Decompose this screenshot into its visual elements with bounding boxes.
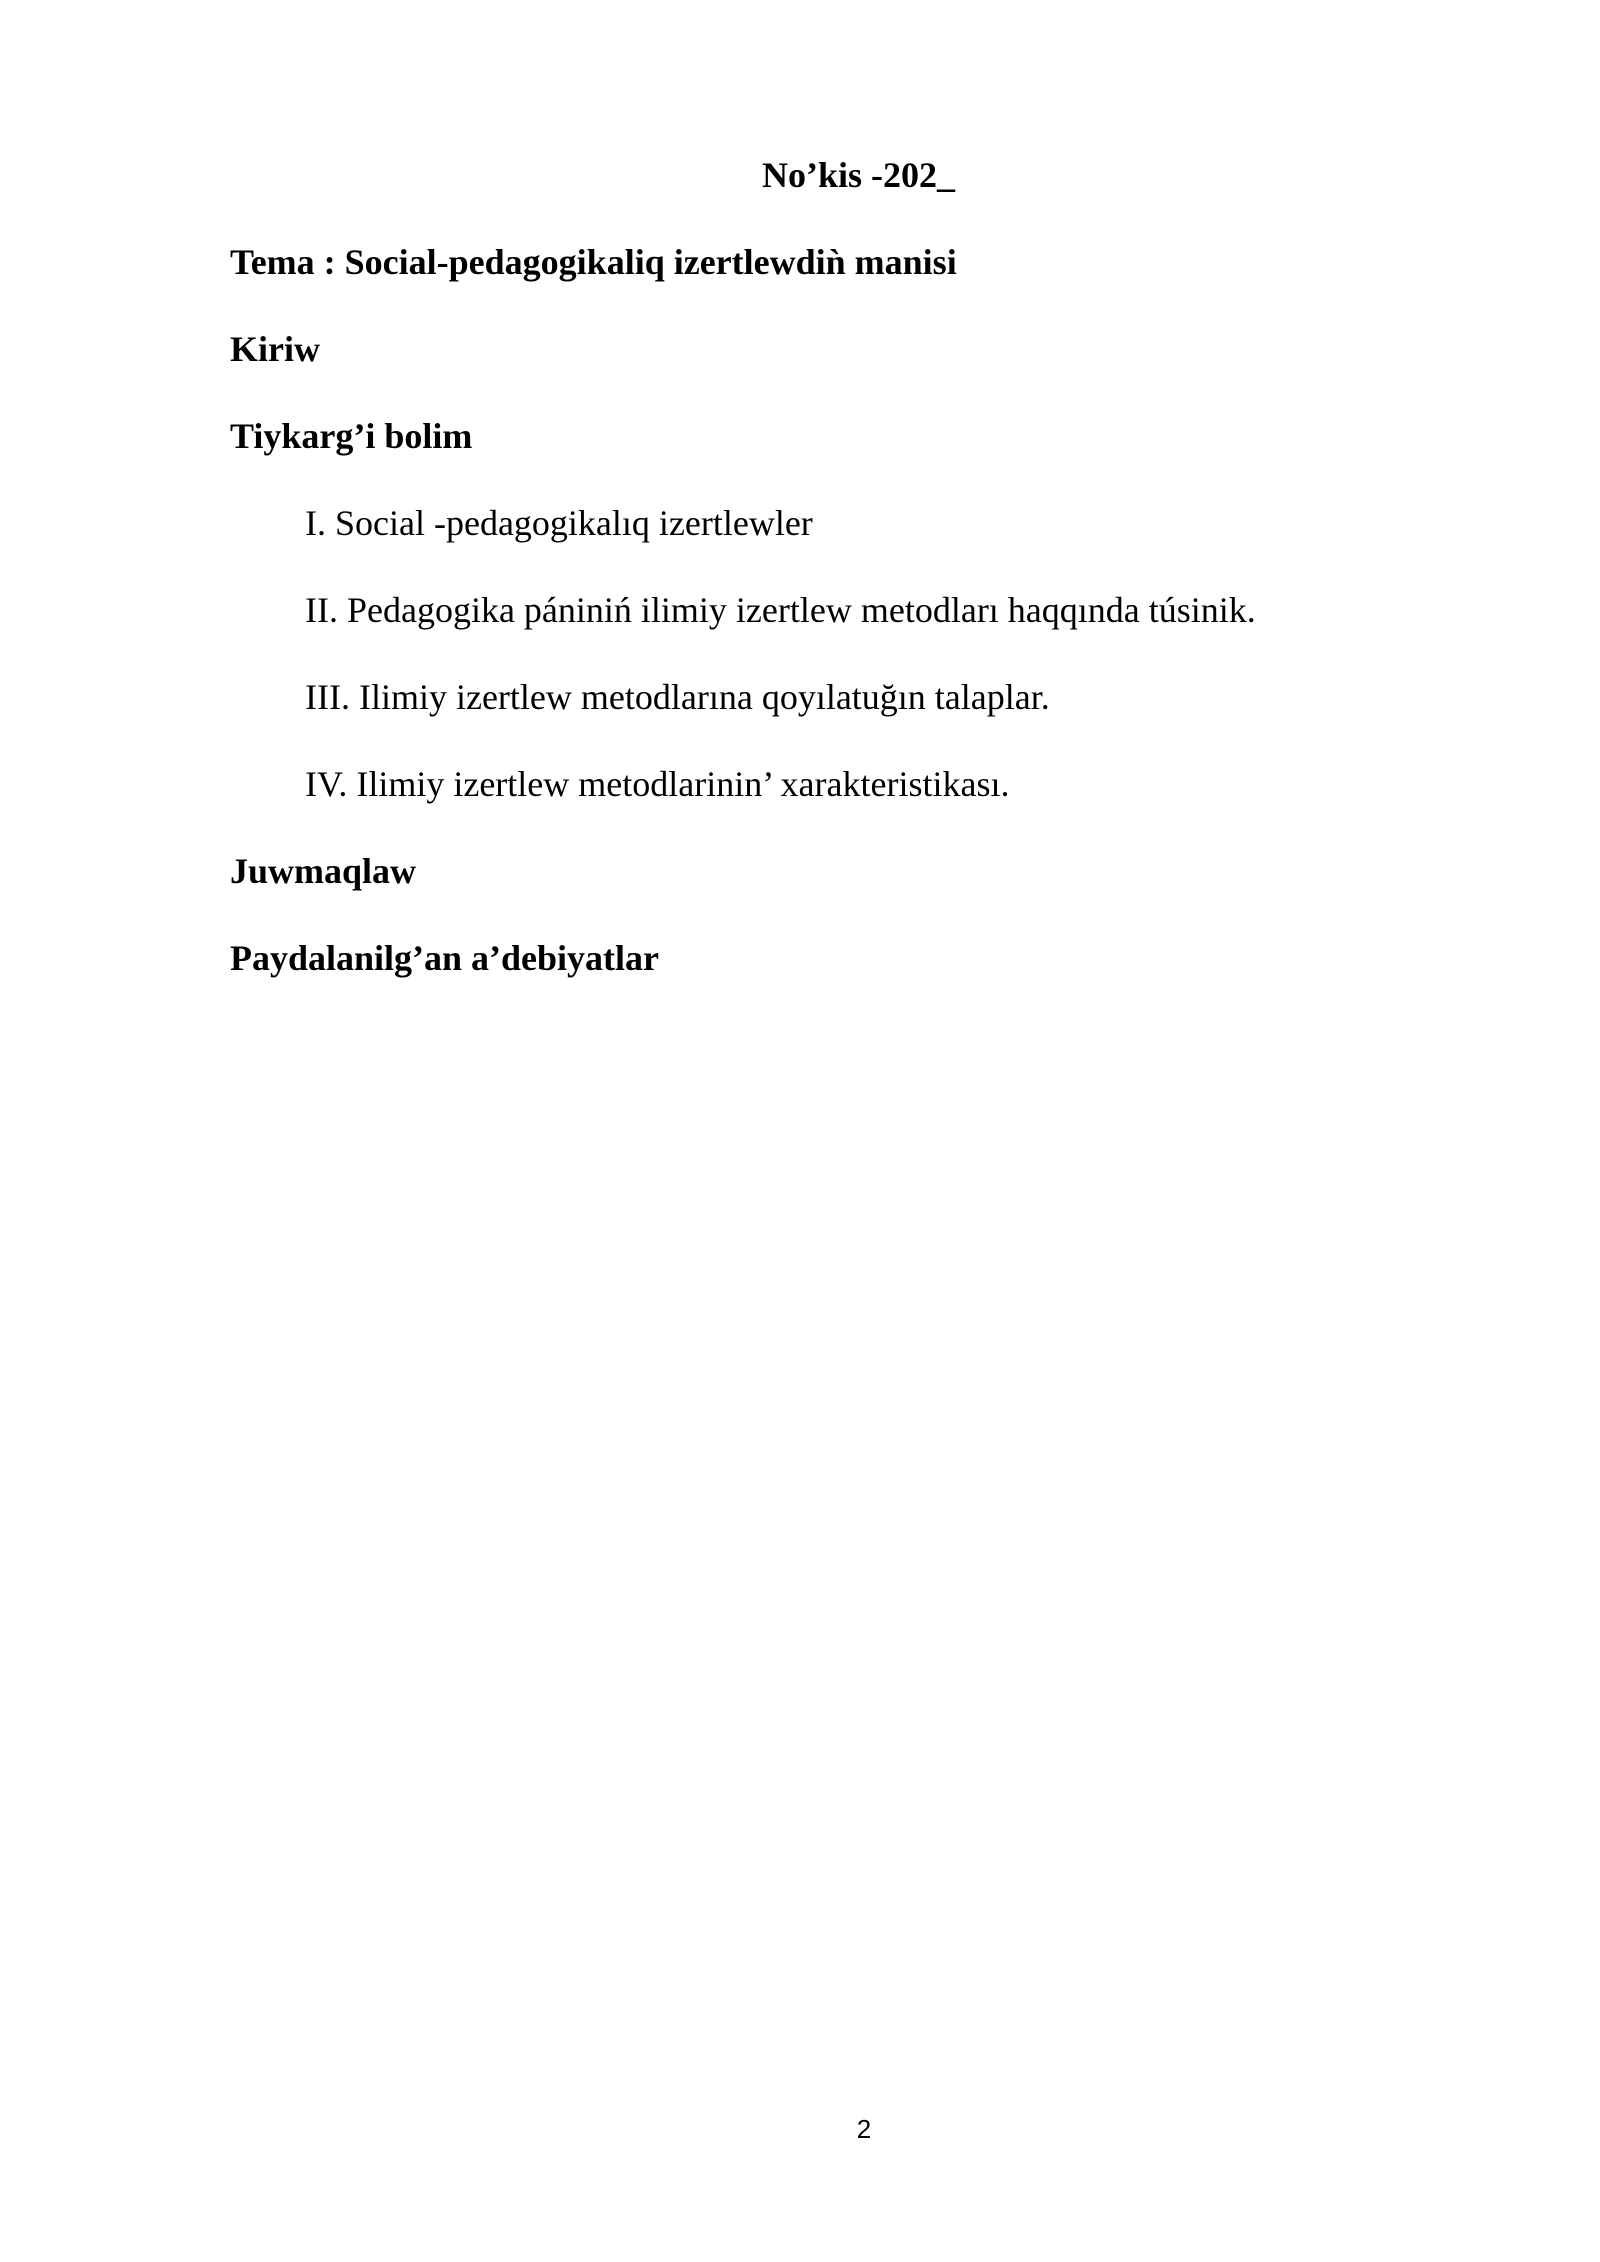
place-year: No’kis -202_: [762, 155, 956, 195]
page-number: 2: [856, 2114, 872, 2144]
section-conclusion: Juwmaqlaw: [230, 851, 417, 891]
contents-item: I. Social -pedagogikalıq izertlewler: [305, 503, 813, 543]
contents-item: II. Pedagogika pániniń ilimiy izertlew metodları haqqında túsinik.: [305, 590, 1256, 630]
contents-item: IV. Ilimiy izertlew metodlarinin’ xarakteristikası.: [305, 764, 1010, 804]
section-references: Paydalanilg’an a’debiyatlar: [230, 938, 660, 978]
topic-title: Tema : Social-pedagogikaliq izertlewdiǹ manisi: [230, 242, 957, 282]
section-intro: Kiriw: [230, 329, 320, 369]
contents-item: III. Ilimiy izertlew metodlarına qoyılatuğın talaplar.: [305, 677, 1050, 717]
section-main-part: Tiykarg’i bolim: [230, 416, 473, 456]
